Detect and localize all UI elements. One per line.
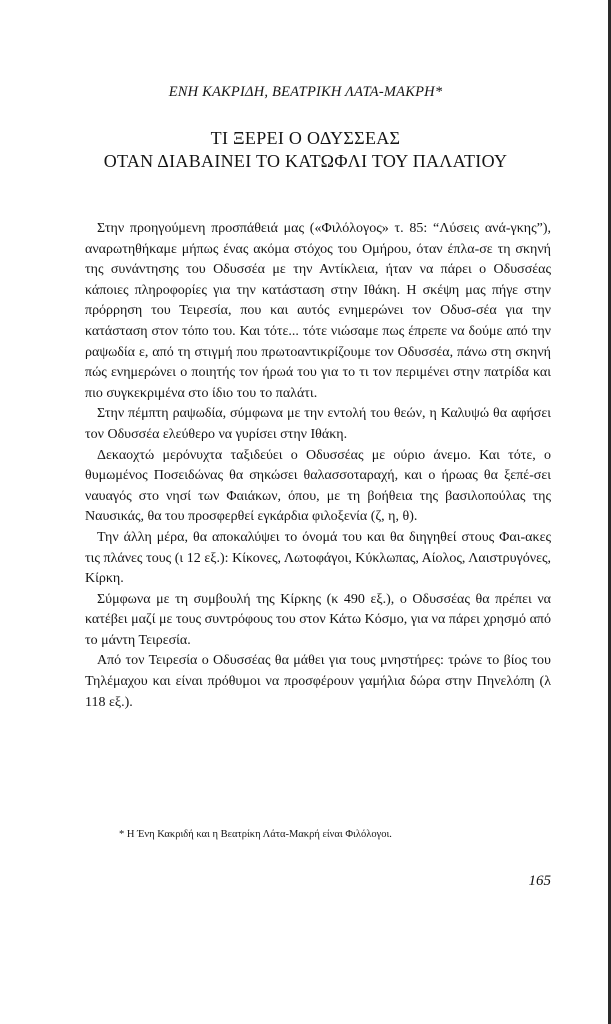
page-number: 165 — [528, 873, 551, 889]
paragraph: Στην πέμπτη ραψωδία, σύμφωνα με την εντολή του θεών, η Καλυψώ θα αφήσει τον Οδυσσέα ελεύθερο να γυρίσει στην Ιθάκη. — [85, 406, 551, 442]
paragraph: Δεκαοχτώ μερόνυχτα ταξιδεύει ο Οδυσσέας με ούριο άνεμο. Και τότε, ο θυμωμένος Ποσειδώνας θα σηκώσει θαλασσοταραχή, και ο ήρωας θα ξεπέ-σει ναυαγός στο νησί των Φαιάκων, όπου, με τη βοήθεια της βασιλοπούλας της Ναυσικάς, θα του προσφερθεί εγκάρδια φιλοξενία (ζ, η, θ). — [85, 447, 551, 525]
article-body — [85, 219, 551, 713]
paragraph: Σύμφωνα με τη συμβουλή της Κίρκης (κ 490 εξ.), ο Οδυσσέας θα πρέπει να κατέβει μαζί με τους συντρόφους του στον Κάτω Κόσμο, για να πάρει χρησμό από το μάντη Τειρεσία. — [85, 591, 551, 648]
title-line-1: ΤΙ ΞΕΡΕΙ Ο ΟΔΥΣΣΕΑΣ — [210, 128, 401, 148]
article-title — [0, 127, 611, 173]
paragraph: Από τον Τειρεσία ο Οδυσσέας θα μάθει για τους μνηστήρες: τρώνε το βίος του Τηλέμαχου και είναι πρόθυμοι να προσφέρουν γαμήλια δώρα στην Πηνελόπη (λ 118 εξ.). — [85, 653, 551, 710]
author-line: ΕΝΗ ΚΑΚΡΙΔΗ, ΒΕΑΤΡΙΚΗ ΛΑΤΑ-ΜΑΚΡΗ* — [168, 84, 443, 100]
paragraph: Στην προηγούμενη προσπάθειά μας («Φιλόλογος» τ. 85: “Λύσεις ανά-γκης”), αναρωτηθήκαμε μήπως ένας ακόμα στόχος του Ομήρου, όταν έπλα-σε τη σκηνή της συνάντησης του Οδυσσέα με την Αντίκλεια, ήταν να πάρει ο Οδυσσέας κάποιες πληροφορίες για την κατάσταση στην Ιθάκη. Η σκέψη μας πήγε στην πρόρρηση του Τειρεσία, που και αυτός ενημερώνει τον Οδυσ-σέα για την κατάσταση στον τόπο του. Και τότε... τότε νιώσαμε πως έπρεπε να δούμε από την ραψωδία ε, από τη στιγμή που πρωτοαντικρίζουμε τον Οδυσσέα, πάνω στη σκηνή πώς ενημερώνει ο ποιητής τον ήρωά του για το τι τον περιμένει στην πατρίδα και πιο συγκεκριμένα στο ίδιο του το παλάτι. — [85, 221, 551, 401]
footnote: * Η Ένη Κακριδή και η Βεατρίκη Λάτα-Μακρή είναι Φιλόλογοι. — [119, 829, 392, 840]
paragraph: Την άλλη μέρα, θα αποκαλύψει το όνομά του και θα διηγηθεί στους Φαι-ακες τις πλάνες τους (ι 12 εξ.): Κίκονες, Λωτοφάγοι, Κύκλωπας, Αίολος, Λαιστρυγόνες, Κίρκη. — [85, 529, 551, 587]
title-line-2: ΟΤΑΝ ΔΙΑΒΑΙΝΕΙ ΤΟ ΚΑΤΩΦΛΙ ΤΟΥ ΠΑΛΑΤΙΟΥ — [103, 151, 508, 171]
